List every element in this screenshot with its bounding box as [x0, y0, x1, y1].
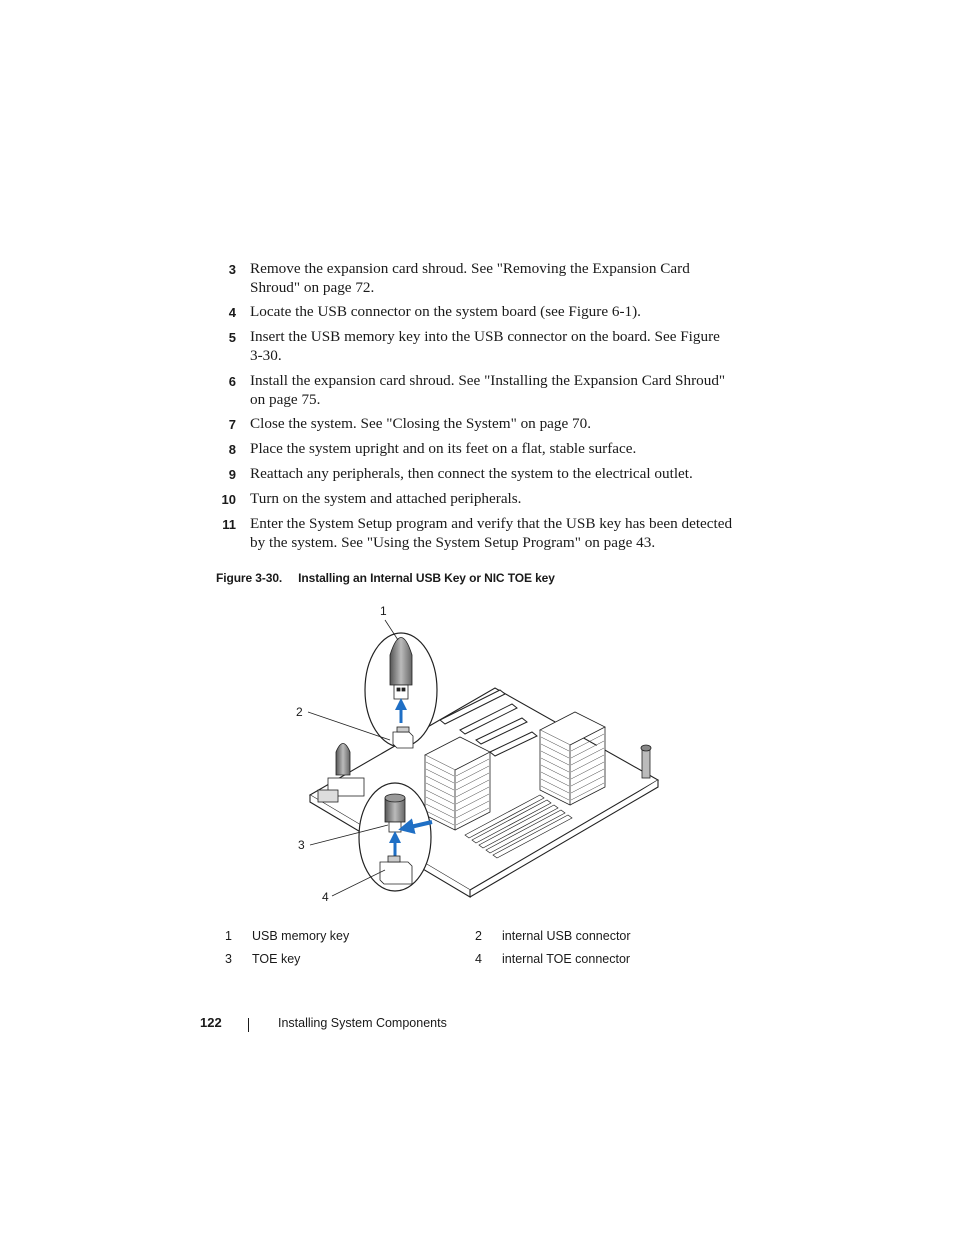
section-title: Installing System Components	[278, 1016, 447, 1030]
step-number: 8	[228, 442, 236, 457]
legend-text-3: TOE key	[252, 952, 301, 966]
usb-key-installation-illustration	[300, 600, 670, 910]
callout-3: 3	[298, 838, 305, 852]
step-text: Enter the System Setup program and verify that the USB key has been detected by the system. See "Using the System Setup Program" on page 43.	[250, 515, 733, 551]
step-text: Close the system. See "Closing the System" on page 70.	[250, 415, 592, 432]
legend-text-2: internal USB connector	[502, 929, 631, 943]
step-text: Insert the USB memory key into the USB connector on the board. See Figure 3-30.	[250, 328, 720, 364]
step-text: Turn on the system and attached peripherals.	[250, 490, 522, 507]
callout-4: 4	[322, 890, 329, 904]
legend-num-4: 4	[475, 952, 482, 966]
step-number: 9	[228, 467, 236, 482]
step-text: Place the system upright and on its feet on a flat, stable surface.	[250, 440, 637, 457]
page-number: 122	[200, 1015, 222, 1030]
legend-num-2: 2	[475, 929, 482, 943]
step-number: 6	[228, 374, 236, 389]
legend-num-3: 3	[225, 952, 232, 966]
step-text: Reattach any peripherals, then connect the system to the electrical outlet.	[250, 465, 693, 482]
figure-caption	[216, 571, 555, 585]
footer-divider	[248, 1018, 249, 1032]
figure-title: Installing an Internal USB Key or NIC TOE key	[298, 571, 555, 585]
standoff-post	[641, 745, 651, 778]
step-number: 10	[221, 492, 236, 507]
legend-text-1: USB memory key	[252, 929, 350, 943]
step-text: Install the expansion card shroud. See "Installing the Expansion Card Shroud" on page 75.	[250, 372, 726, 408]
legend-text-4: internal TOE connector	[502, 952, 631, 966]
figure-label: Figure 3-30.	[216, 571, 283, 585]
step-number: 5	[228, 330, 236, 345]
step-number: 7	[228, 417, 236, 432]
callout-2: 2	[296, 705, 303, 719]
callout-1: 1	[380, 604, 387, 618]
step-text: Locate the USB connector on the system board (see Figure 6-1).	[250, 303, 641, 320]
step-number: 4	[228, 305, 236, 320]
legend-num-1: 1	[225, 929, 232, 943]
step-number: 11	[222, 517, 236, 532]
step-text: Remove the expansion card shroud. See "Removing the Expansion Card Shroud" on page 72.	[250, 260, 690, 296]
step-number: 3	[228, 262, 236, 277]
